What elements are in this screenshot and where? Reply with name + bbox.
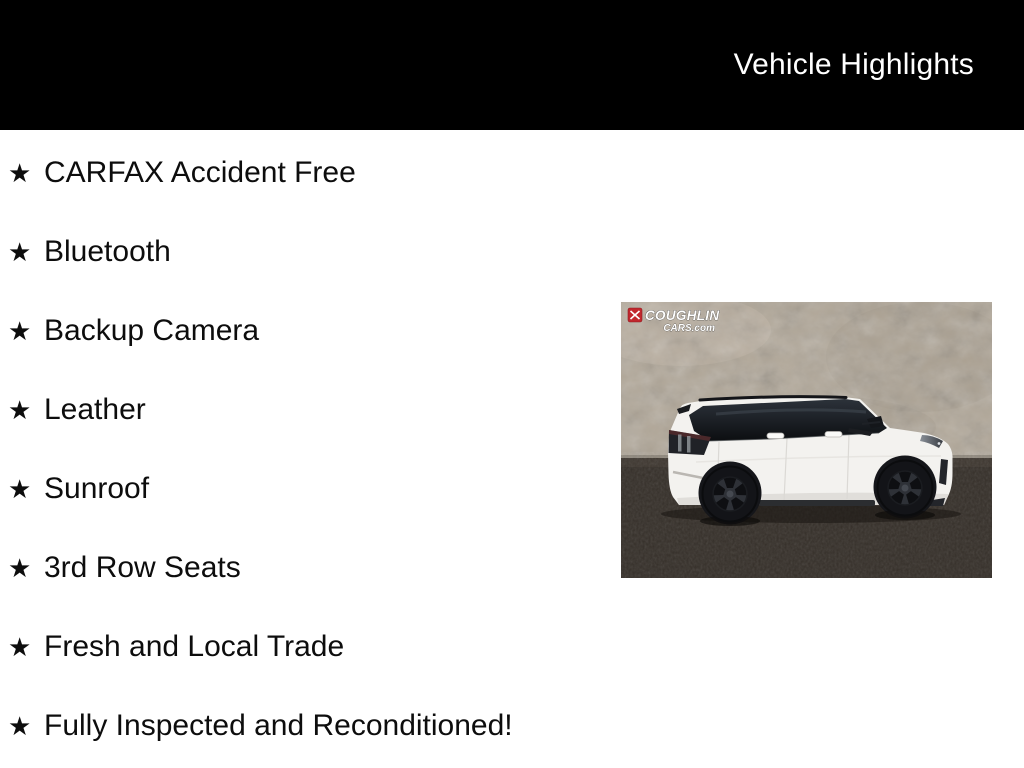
rocker-panel xyxy=(759,500,875,506)
vehicle-photo xyxy=(621,302,992,578)
list-item xyxy=(0,314,600,348)
watermark-site: CARS.com xyxy=(663,323,715,334)
list-item xyxy=(0,630,600,664)
watermark-brand: COUGHLIN xyxy=(645,308,720,323)
star-icon: ★ xyxy=(8,633,32,663)
star-icon: ★ xyxy=(8,712,32,742)
list-item xyxy=(0,709,600,743)
star-icon: ★ xyxy=(8,317,32,347)
headlight-glint xyxy=(938,442,941,445)
star-icon: ★ xyxy=(8,159,32,189)
star-icon: ★ xyxy=(8,475,32,505)
item-label: 3rd Row Seats xyxy=(44,551,241,584)
list-item xyxy=(0,156,600,190)
highlights-section xyxy=(0,130,600,768)
list-item xyxy=(0,551,600,585)
highlights-list xyxy=(0,156,600,743)
list-item xyxy=(0,235,600,269)
item-label: Bluetooth xyxy=(44,235,171,268)
page-title: Vehicle Highlights xyxy=(733,48,974,81)
item-label: Leather xyxy=(44,393,146,426)
item-label: Backup Camera xyxy=(44,314,260,347)
item-label: Sunroof xyxy=(44,472,150,505)
list-item xyxy=(0,472,600,506)
item-label: CARFAX Accident Free xyxy=(44,156,356,189)
star-icon: ★ xyxy=(8,238,32,268)
rear-wheel xyxy=(703,467,758,522)
star-icon: ★ xyxy=(8,554,32,584)
header-banner xyxy=(0,0,1024,130)
item-label: Fully Inspected and Reconditioned! xyxy=(44,709,513,742)
item-label: Fresh and Local Trade xyxy=(44,630,345,663)
front-wheel xyxy=(878,461,933,516)
star-icon: ★ xyxy=(8,396,32,426)
list-item xyxy=(0,393,600,427)
